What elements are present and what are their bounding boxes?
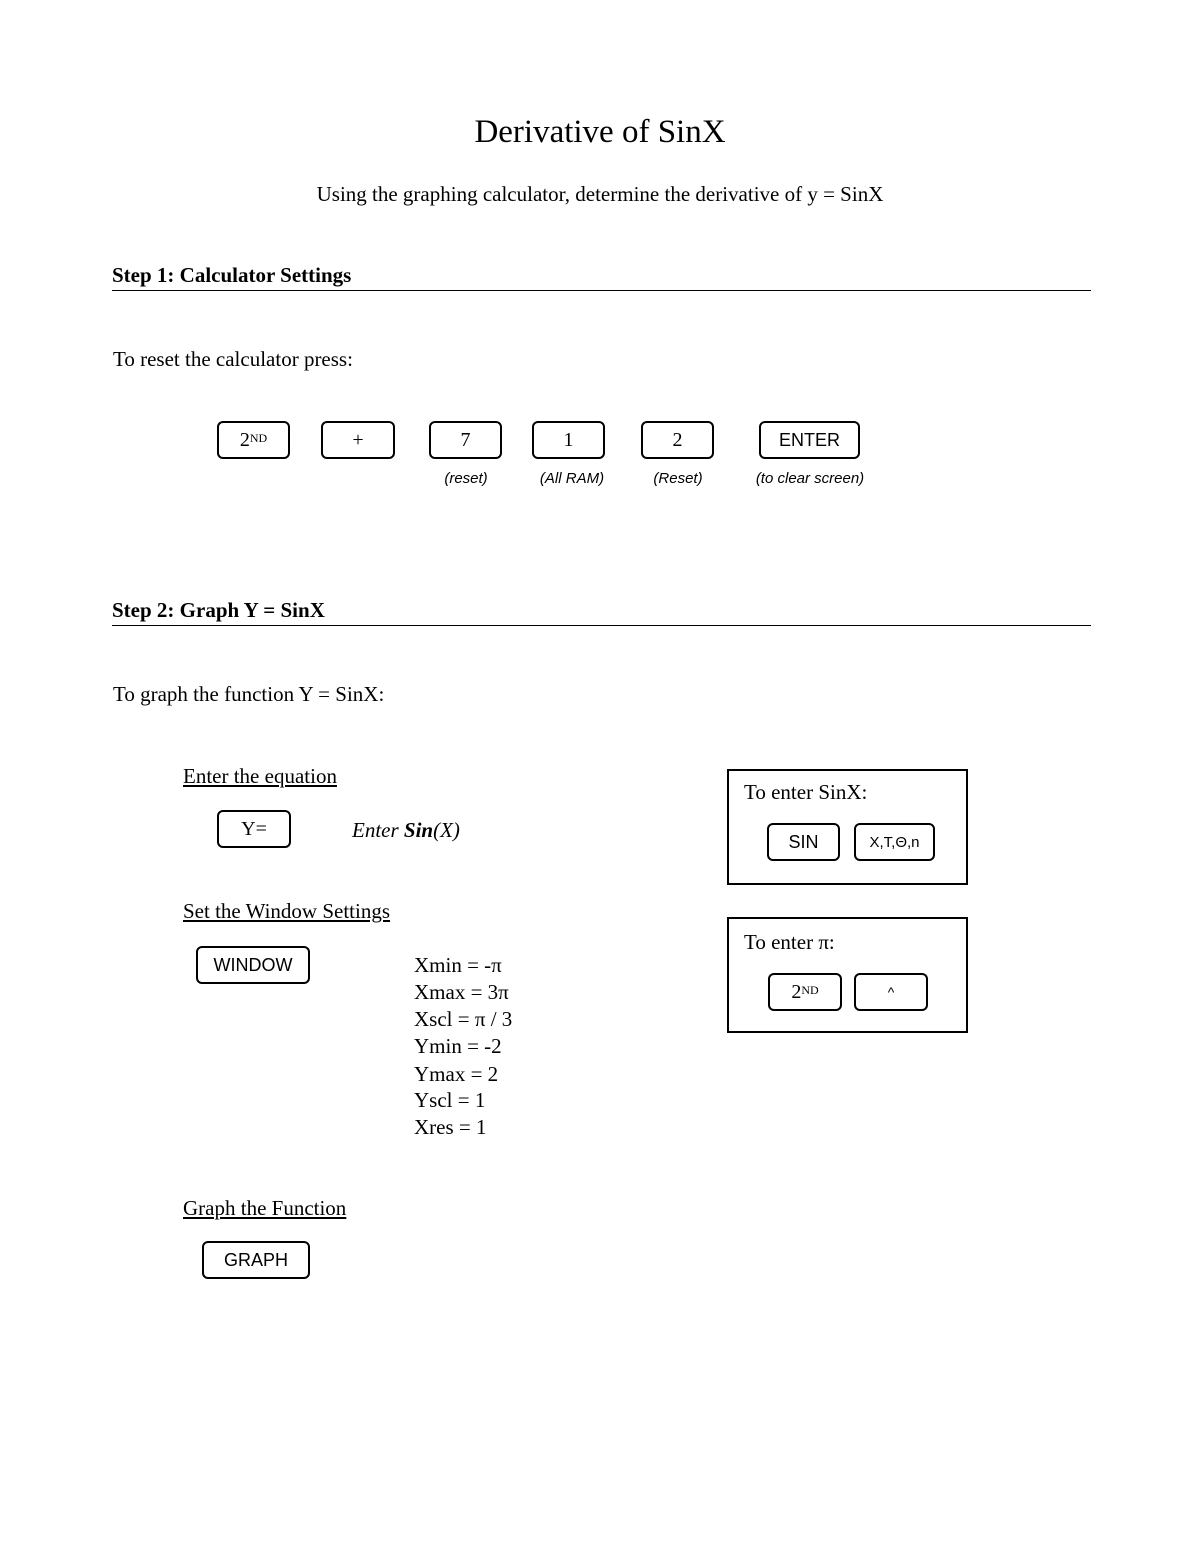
note-reset-2: (Reset)	[653, 470, 703, 487]
window-setting-xscl: Xscl = π / 3	[414, 1007, 513, 1031]
key-xton-label: X,T,Θ,n	[869, 833, 920, 851]
key-enter-label: ENTER	[778, 429, 840, 450]
key-2nd-pi-main: 2	[791, 980, 802, 1003]
window-setting-xmax: Xmax = 3π	[414, 980, 509, 1004]
key-plus-label: +	[352, 428, 364, 451]
step1-divider	[112, 290, 1091, 291]
window-heading: Set the Window Settings	[183, 899, 391, 923]
key-graph	[202, 1241, 310, 1279]
sin-help-label: To enter SinX:	[744, 780, 868, 804]
key-sin	[767, 823, 840, 861]
step2-heading: Step 2: Graph Y = SinX	[112, 598, 325, 622]
key-7	[429, 421, 502, 459]
graph-heading: Graph the Function	[183, 1196, 347, 1220]
key-2nd-pi-sup: ND	[801, 982, 819, 997]
key-2nd	[217, 421, 290, 459]
key-caret	[854, 973, 928, 1011]
key-plus	[321, 421, 395, 459]
key-caret-label: ^	[887, 984, 895, 1000]
enter-sin-note	[352, 818, 460, 843]
enter-equation-heading: Enter the equation	[183, 764, 337, 788]
step2-instruction: To graph the function Y = SinX:	[113, 682, 385, 706]
window-setting-xres: Xres = 1	[414, 1115, 487, 1139]
key-1-label: 1	[563, 428, 574, 451]
window-setting-yscl: Yscl = 1	[414, 1088, 486, 1112]
note-clear-screen: (to clear screen)	[755, 470, 865, 487]
sin-help-box	[727, 769, 968, 885]
key-y-equals-label: Y=	[241, 817, 267, 840]
window-setting-ymin: Ymin = -2	[414, 1034, 502, 1058]
key-sin-label: SIN	[788, 831, 819, 852]
step2-divider	[112, 625, 1091, 626]
note-all-ram: (All RAM)	[539, 470, 605, 487]
key-2nd-pi	[768, 973, 842, 1011]
key-enter	[759, 421, 860, 459]
key-2nd-main: 2	[239, 428, 250, 451]
key-y-equals	[217, 810, 291, 848]
key-2nd-sup: ND	[249, 430, 268, 445]
page-title: Derivative of SinX	[474, 114, 726, 150]
key-window-label: WINDOW	[213, 954, 293, 975]
step1-heading: Step 1: Calculator Settings	[112, 263, 352, 287]
pi-help-box	[727, 917, 968, 1033]
key-window	[196, 946, 310, 984]
enter-sin-func: Sin	[403, 818, 434, 842]
window-setting-ymax: Ymax = 2	[414, 1062, 499, 1086]
enter-sin-arg: (X)	[433, 818, 460, 842]
enter-sin-prefix: Enter	[352, 818, 404, 842]
key-7-label: 7	[460, 428, 471, 451]
key-graph-label: GRAPH	[223, 1249, 288, 1270]
pi-help-label: To enter π:	[744, 930, 835, 954]
key-2-label: 2	[672, 428, 683, 451]
step1-instruction: To reset the calculator press:	[113, 347, 353, 371]
note-reset: (reset)	[444, 470, 488, 487]
key-2	[641, 421, 714, 459]
key-xton	[854, 823, 935, 861]
page-subtitle: Using the graphing calculator, determine the derivative of y = SinX	[316, 182, 884, 206]
window-setting-xmin: Xmin = -π	[414, 953, 502, 977]
key-1	[532, 421, 605, 459]
